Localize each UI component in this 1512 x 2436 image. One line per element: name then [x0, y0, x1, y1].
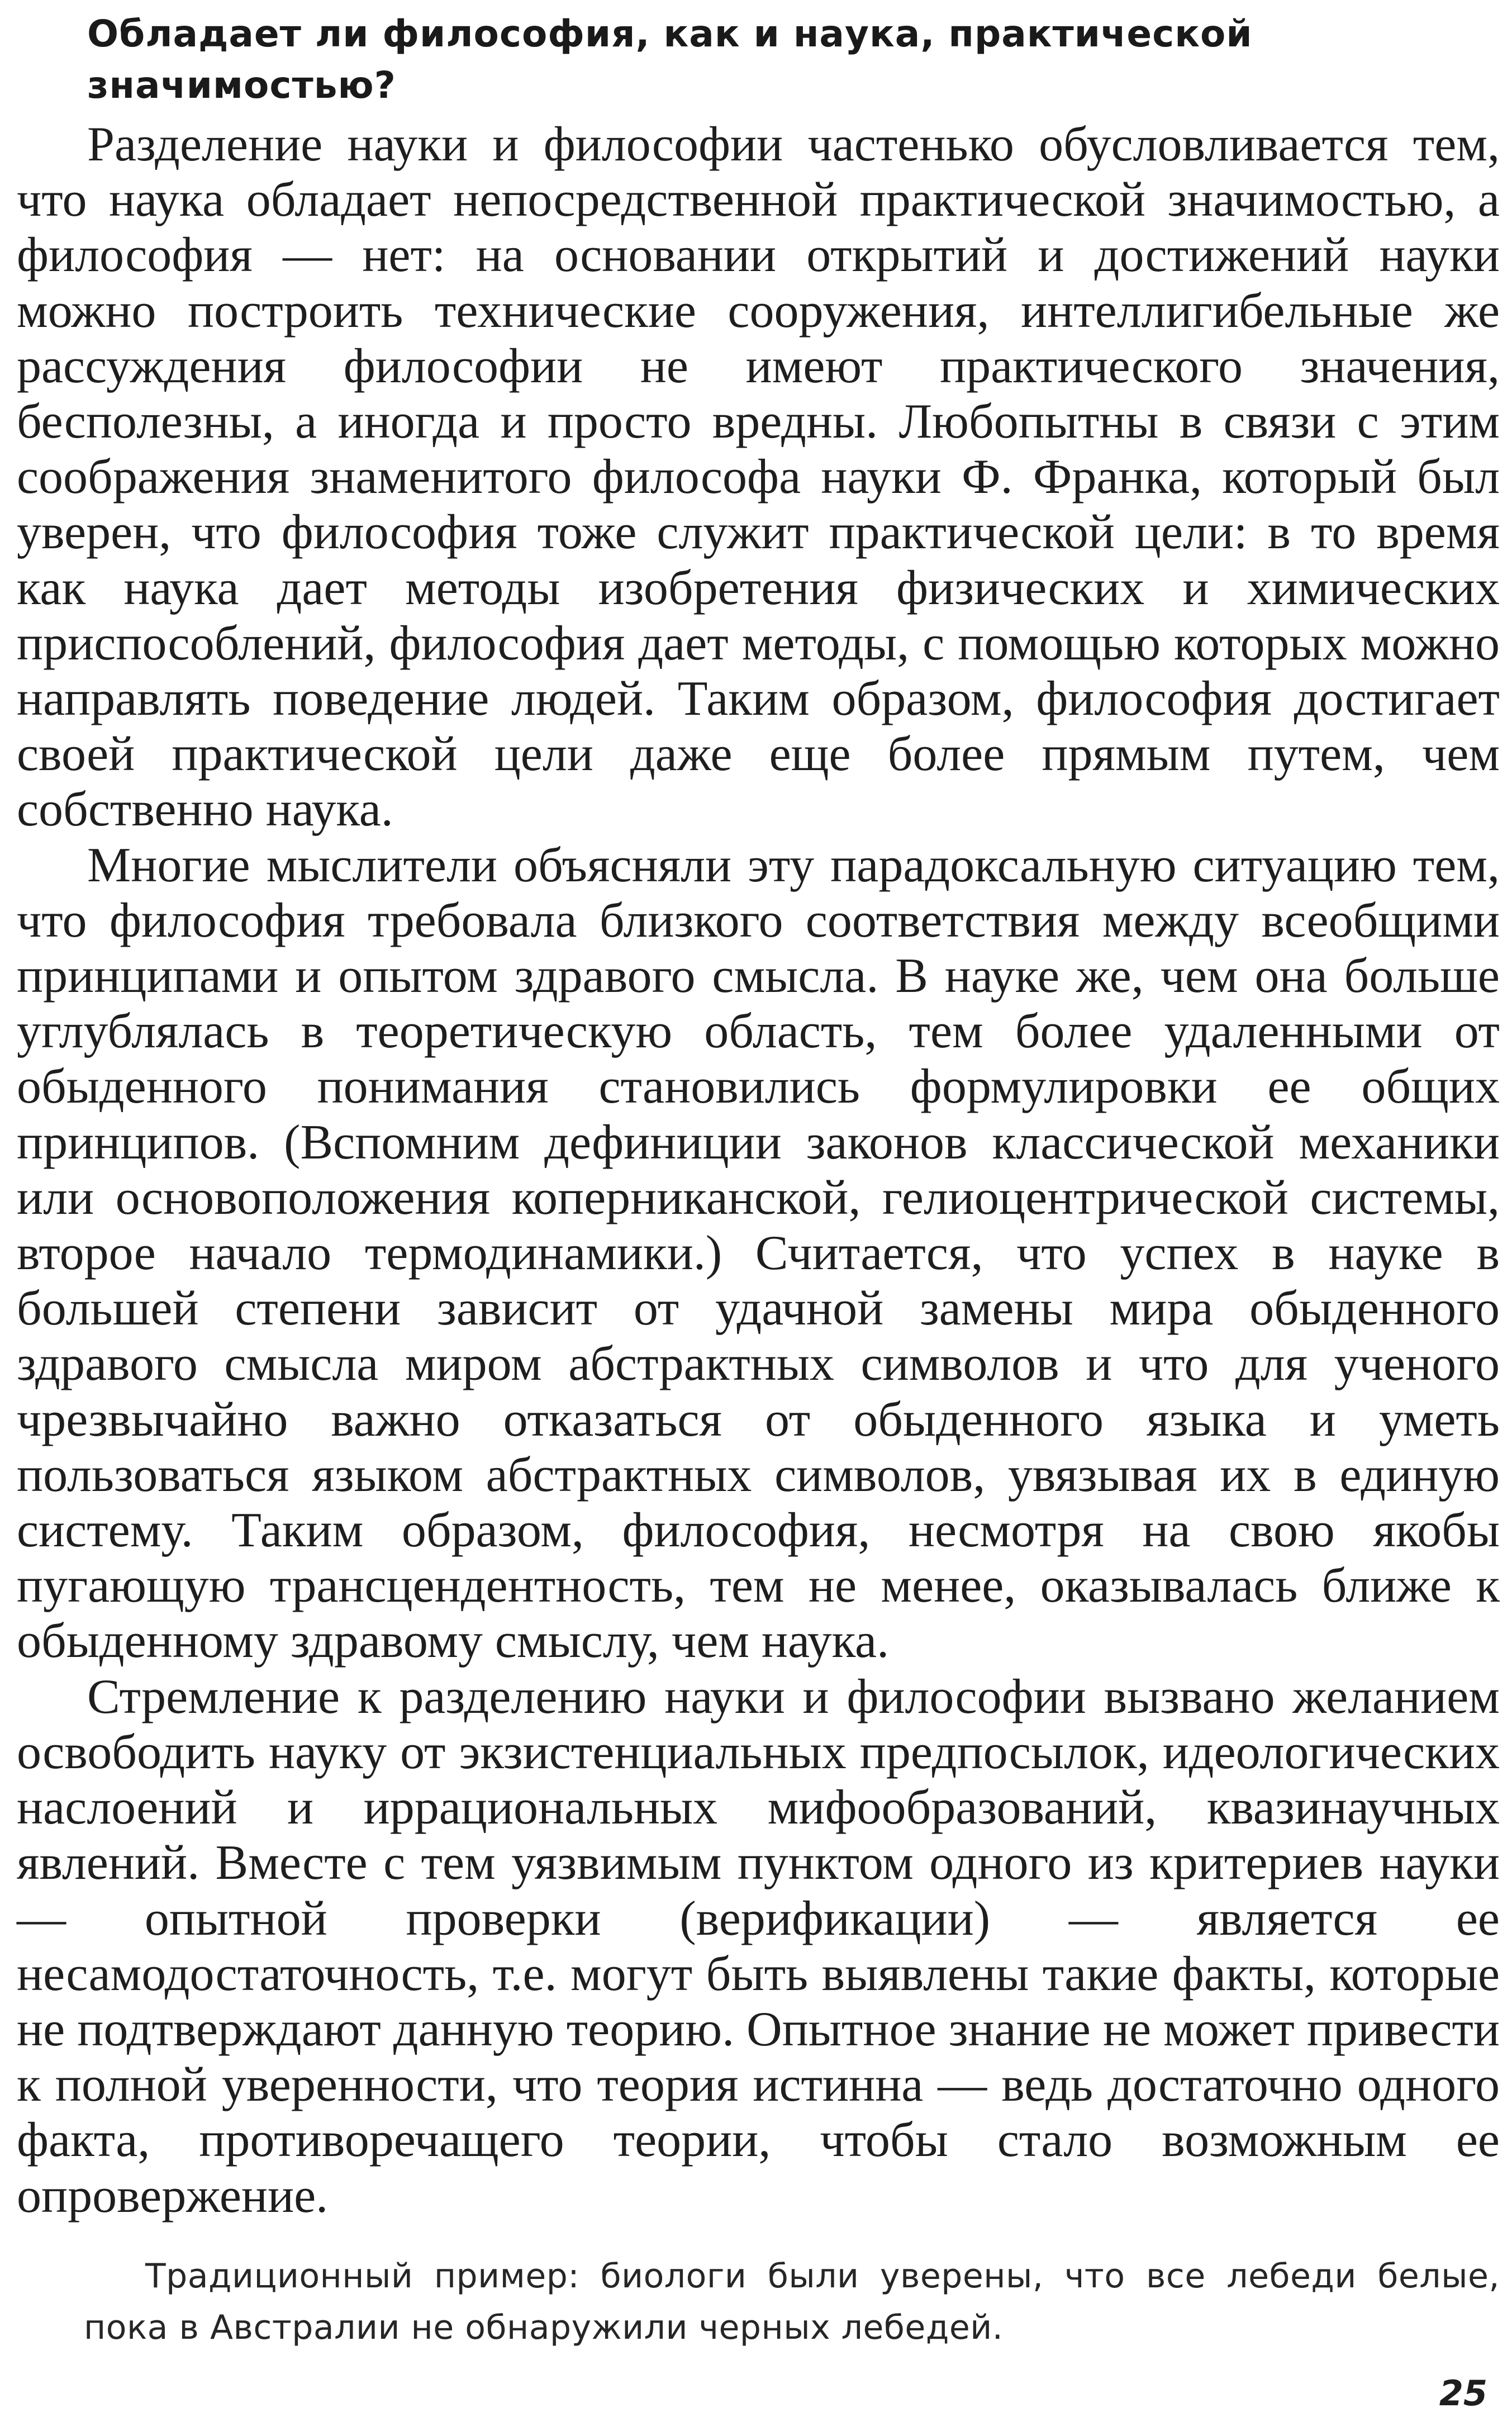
page-number: 25 — [1439, 2373, 1487, 2414]
paragraph-2: Многие мыслители объясняли эту парадоксальную ситуацию тем, что философия требовала близкого соответствия между всеобщими принципами и опытом здравого смысла. В науке же, чем она больше углублялась в теоретическую область, тем более удаленными от обыденного понимания становились формулировки ее общих принципов. (Вспомним дефиниции законов классической механики или основоположения коперниканской, гелиоцентрической системы, второе начало термодинамики.) Считается, что успех в науке в большей степени зависит от удачной замены мира обыденного здравого смысла миром абстрактных символов и что для ученого чрезвычайно важно отказаться от обыденного языка и уметь пользоваться языком абстрактных символов, увязывая их в единую систему. Таким образом, философия, несмотря на свою якобы пугающую трансцендентность, тем не менее, оказывалась ближе к обыденному здравому смыслу, чем наука. — [17, 838, 1500, 1669]
page-content — [17, 8, 1500, 2353]
paragraph-1: Разделение науки и философии частенько обусловливается тем, что наука обладает непосредственной практической значимостью, а философия — нет: на основании открытий и достижений науки можно построить технические сооружения, интеллигибельные же рассуждения философии не имеют практического значения, бесполезны, а иногда и просто вредны. Любопытны в связи с этим соображения знаменитого философа науки Ф. Франка, который был уверен, что философия тоже служит практической цели: в то время как наука дает методы изобретения физических и химических приспособлений, философия дает методы, с помощью которых можно направлять поведение людей. Таким образом, философия достигает своей практической цели даже еще более прямым путем, чем собственно наука. — [17, 117, 1500, 837]
section-heading: Обладает ли философия, как и наука, практической значимостью? — [87, 12, 1253, 107]
paragraph-3: Стремление к разделению науки и философии вызвано желанием освободить науку от экзистенциальных предпосылок, идеологических наслоений и иррациональных мифообразований, квазинаучных явлений. Вместе с тем уязвимым пунктом одного из критериев науки — опытной проверки (верификации) — является ее несамодостаточность, т.е. могут быть выявлены такие факты, которые не подтверждают данную теорию. Опытное знание не может привести к полной уверенности, что теория истинна — ведь достаточно одного факта, противоречащего теории, чтобы стало возможным ее опровержение. — [17, 1669, 1500, 2223]
example-note: Традиционный пример: биологи были уверены, что все лебеди белые, пока в Австралии не обнаружили черных лебедей. — [84, 2256, 1500, 2347]
